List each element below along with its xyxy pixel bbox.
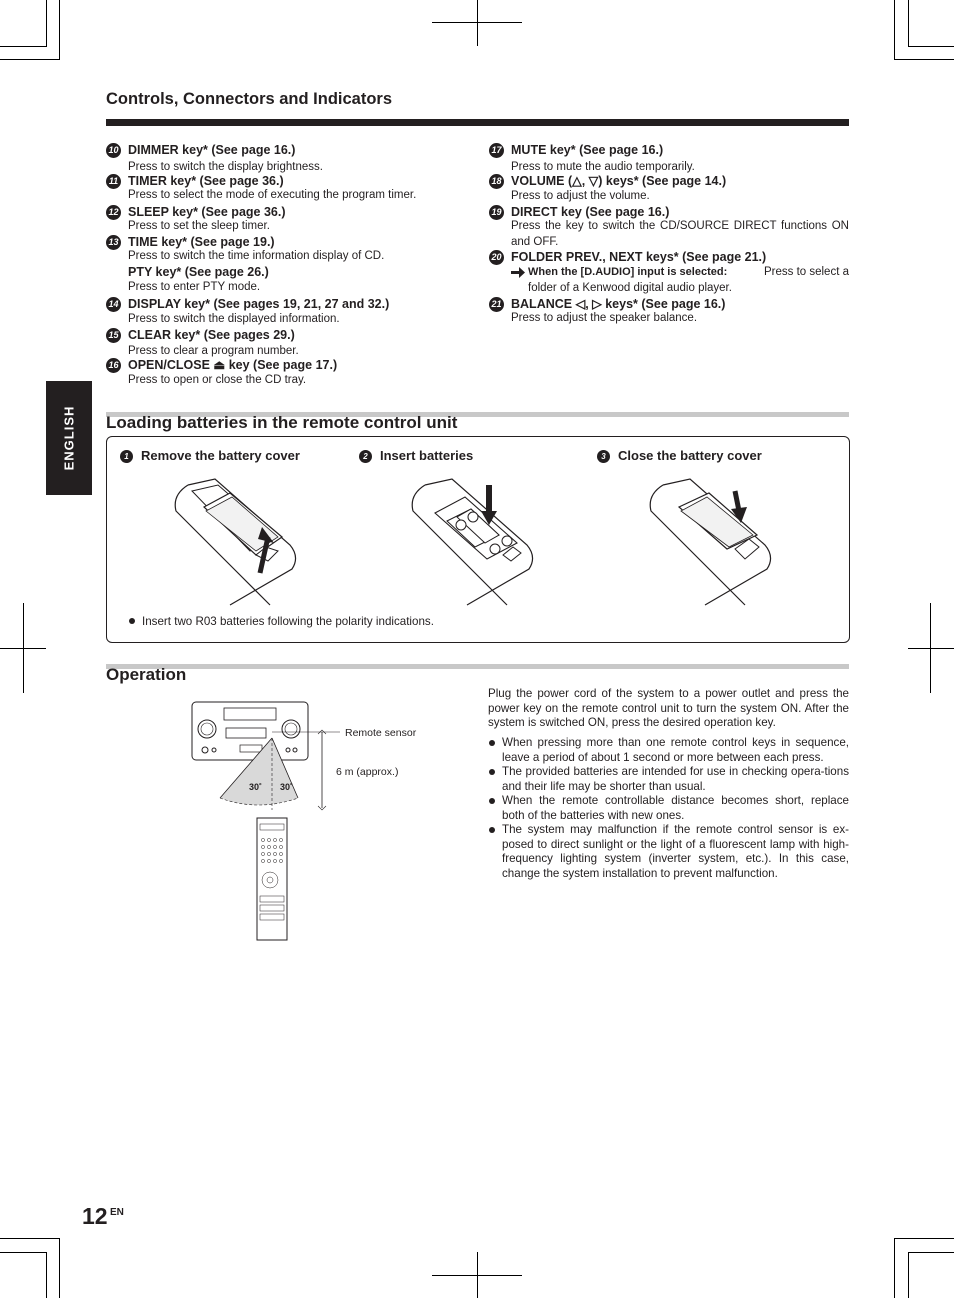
battery-panel — [106, 436, 850, 643]
crop-mark — [908, 46, 954, 47]
step-insert-batteries — [359, 448, 473, 463]
item-description: Press to switch the displayed information. — [128, 313, 340, 325]
note-bold: When the [D.AUDIO] input is selected: — [528, 266, 728, 278]
item-title: OPEN/CLOSE ⏏ key (See page 17.) — [128, 358, 338, 372]
item-title: BALANCE ◁, ▷ keys* (See page 16.) — [511, 297, 726, 311]
step-close-cover — [597, 448, 762, 463]
item-title: TIMER key* (See page 36.) — [128, 174, 284, 188]
control-item-display — [108, 297, 468, 326]
remote-open-cover-illustration — [170, 477, 305, 607]
step-remove-cover — [120, 448, 300, 463]
item-description: Press to mute the audio temporarily. — [511, 161, 695, 173]
crop-mark — [0, 1238, 60, 1239]
note-text: Press to select a — [763, 266, 849, 278]
control-item-dimmer — [108, 143, 468, 174]
control-item-folder — [491, 250, 849, 295]
operation-bullet: The system may malfunction if the remote control sensor is ex-posed to direct sunlight or the light of a fluorescent lamp with high-frequency lighting system (inverter system, etc.). In this case, change the system installation to prevent malfunction. — [502, 823, 849, 880]
item-number: 21 — [489, 297, 504, 312]
item-note — [511, 265, 849, 279]
item-title: PTY key* (See page 26.) — [128, 265, 269, 279]
bullet-icon — [129, 618, 135, 624]
language-tab-label: ENGLISH — [61, 405, 77, 471]
crop-mark — [908, 0, 909, 47]
item-title: DIMMER key* (See page 16.) — [128, 143, 296, 157]
item-description: Press to switch the time information display of CD. — [128, 250, 385, 262]
operation-intro: Plug the power cord of the system to a power outlet and press the power key on the remote control unit to turn the system ON. After the system is switched ON, press the desired operation key. — [488, 687, 849, 730]
control-item-balance — [491, 297, 849, 325]
section-title-operation: Operation — [106, 665, 187, 684]
crop-mark — [46, 0, 47, 47]
control-item-sleep — [108, 205, 468, 233]
item-number: 20 — [489, 250, 504, 265]
item-number: 18 — [489, 174, 504, 189]
operation-bullet: When the remote controllable distance becomes short, replace both of the batteries with new ones. — [502, 794, 849, 822]
control-item-mute — [491, 143, 849, 174]
remote-sensor-label: Remote sensor — [345, 727, 417, 739]
item-description: Press to open or close the CD tray. — [128, 374, 307, 386]
crop-mark — [908, 1252, 909, 1298]
control-item-open-close — [108, 358, 468, 387]
item-title: VOLUME (△, ▽) keys* (See page 14.) — [511, 174, 727, 188]
arrow-right-icon — [511, 267, 525, 278]
crop-mark — [46, 1252, 47, 1298]
item-description: Press the key to switch the CD/SOURCE DIRECT functions ON and OFF. — [511, 220, 849, 248]
item-description: Press to adjust the speaker balance. — [511, 312, 698, 324]
item-title: DIRECT key (See page 16.) — [511, 205, 670, 219]
item-number: 14 — [106, 297, 121, 312]
item-title: MUTE key* (See page 16.) — [511, 143, 664, 157]
crop-mark — [0, 46, 46, 47]
battery-note-text: Insert two R03 batteries following the polarity indications. — [142, 615, 434, 628]
section-rule — [106, 664, 849, 669]
control-item-time — [108, 235, 468, 294]
item-description: Press to select the mode of executing the program timer. — [128, 189, 417, 201]
battery-note — [129, 615, 434, 628]
angle-left-label: 30˚ — [249, 782, 263, 792]
item-number: 10 — [106, 143, 121, 158]
item-number: 17 — [489, 143, 504, 158]
item-number: 12 — [106, 205, 121, 220]
remote-close-cover-illustration — [645, 477, 785, 607]
item-description: Press to switch the display brightness. — [128, 161, 323, 173]
page-language: EN — [110, 1207, 124, 1218]
crop-mark — [0, 1252, 46, 1253]
step-label: Remove the battery cover — [141, 448, 300, 463]
step-label: Close the battery cover — [618, 448, 762, 463]
item-title: TIME key* (See page 19.) — [128, 235, 275, 249]
item-number: 15 — [106, 328, 121, 343]
crop-mark — [894, 1238, 954, 1239]
angle-right-label: 30˚ — [280, 782, 294, 792]
control-item-timer — [108, 174, 468, 202]
item-description: Press to set the sleep timer. — [128, 220, 270, 232]
item-number: 11 — [106, 174, 121, 189]
section-title-batteries: Loading batteries in the remote control unit — [106, 413, 458, 432]
item-number: 16 — [106, 358, 121, 373]
item-number: 19 — [489, 205, 504, 220]
crop-mark — [0, 59, 60, 60]
remote-insert-batteries-illustration — [407, 477, 547, 607]
step-label: Insert batteries — [380, 448, 474, 463]
note-text: folder of a Kenwood digital audio player. — [528, 282, 732, 294]
item-title: SLEEP key* (See page 36.) — [128, 205, 286, 219]
crop-mark — [477, 0, 478, 46]
distance-label: 6 m (approx.) — [336, 766, 399, 778]
step-number: 2 — [359, 450, 372, 463]
crop-mark — [432, 1275, 522, 1276]
item-description: Press to clear a program number. — [128, 345, 299, 357]
operation-bullet: The provided batteries are intended for use in checking opera-tions and their life may be shorter than usual. — [502, 765, 849, 793]
step-number: 3 — [597, 450, 610, 463]
crop-mark — [894, 0, 895, 60]
crop-mark — [908, 1252, 954, 1253]
crop-mark — [894, 59, 954, 60]
section-title-controls: Controls, Connectors and Indicators — [106, 90, 393, 108]
item-description: Press to enter PTY mode. — [128, 281, 261, 293]
item-title: DISPLAY key* (See pages 19, 21, 27 and 32.) — [128, 297, 390, 311]
header-rule — [106, 119, 849, 126]
crop-mark — [0, 648, 46, 649]
crop-mark — [894, 1238, 895, 1298]
crop-mark — [908, 648, 954, 649]
step-number: 1 — [120, 450, 133, 463]
control-item-volume — [491, 174, 849, 203]
item-number: 13 — [106, 235, 121, 250]
crop-mark — [59, 0, 60, 60]
crop-mark — [59, 1238, 60, 1298]
language-tab — [46, 381, 92, 495]
operation-bullet: When pressing more than one remote control keys in sequence, leave a period of about 1 second or more between each press. — [502, 736, 849, 764]
control-item-clear — [108, 328, 468, 358]
crop-mark — [432, 22, 522, 23]
control-item-direct — [491, 205, 849, 250]
item-title: CLEAR key* (See pages 29.) — [128, 328, 295, 342]
item-title: FOLDER PREV., NEXT keys* (See page 21.) — [511, 250, 767, 264]
item-description: Press to adjust the volume. — [511, 190, 650, 202]
page-number: 12 — [82, 1203, 108, 1229]
remote-range-diagram — [190, 698, 340, 944]
